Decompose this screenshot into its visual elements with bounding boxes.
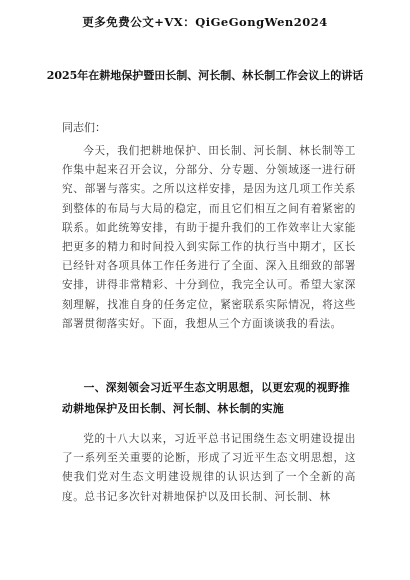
section-heading: 一、深刻领会习近平生态文明思想，以更宏观的视野推动耕地保护及田长制、河长制、林长制的实施 <box>62 381 350 415</box>
section-paragraph: 党的十八大以来，习近平总书记围绕生态文明建设提出了一系列至关重要的论断，形成了习近平生态文明思想，这使我们党对生态文明建设规律的认识达到了一个全新的高度。总书记多次针对耕地保护以及田长制、河长制、林 <box>62 433 356 503</box>
body-paragraph: 今天，我们把耕地保护、田长制、河长制、林长制等工作集中起来召开会议，分部分、分专题、分领域逐一进行研究、部署与落实。之所以这样安排，是因为这几项工作关系到整体的布局与大局的稳定，而且它们相互之间有着紧密的联系。如此统筹安排，有助于提升我们的工作效率让大家能把更多的精力和时间投入到实际工作的执行当中期才，区长已经针对各项具体工作任务进行了全面、深入且细致的部署安排，讲得非常精彩、十分到位，我完全认可。希望大家深刻理解，找准自身的任务定位，紧密联系实际情况，将这些部署贯彻落实好。下面，我想从三个方面谈谈我的看法。 <box>62 145 356 330</box>
salutation: 同志们： <box>62 121 106 134</box>
header-banner: 更多免费公文+VX：QiGeGongWen2024 <box>82 15 328 29</box>
document-title: 2025年在耕地保护暨田长制、河长制、林长制工作会议上的讲话 <box>46 69 364 82</box>
